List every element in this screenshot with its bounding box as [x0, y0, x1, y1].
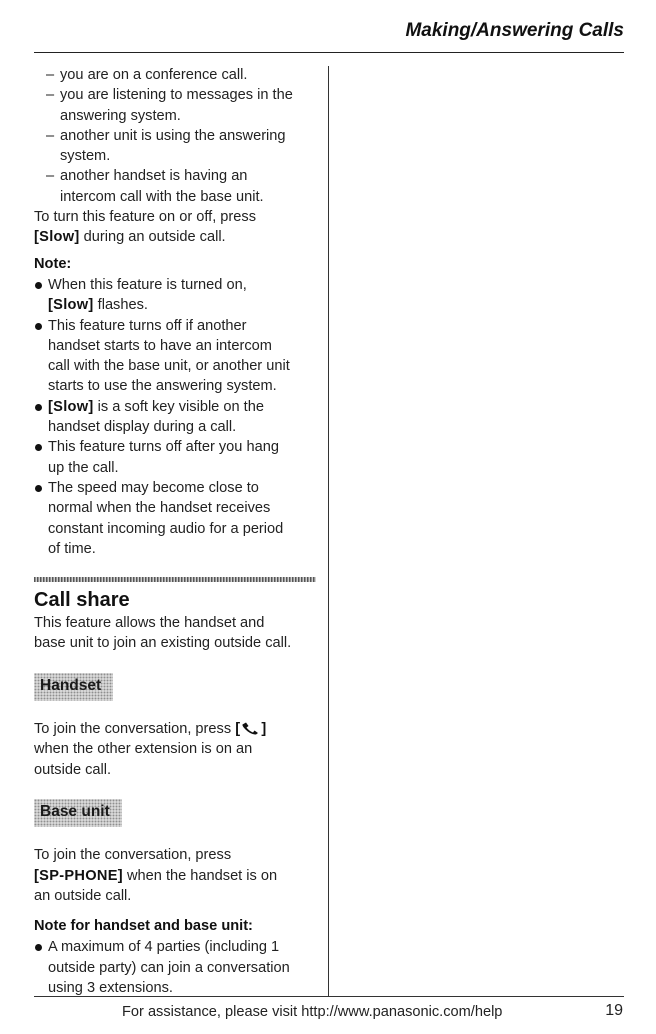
- section-description: [34, 613, 316, 654]
- slow-key-label: [Slow]: [34, 229, 80, 246]
- note-line: call with the base unit, or another unit: [48, 358, 290, 375]
- note-line: This feature turns off after you hang: [48, 439, 279, 456]
- note-line: of time.: [48, 540, 96, 557]
- talk-icon: [241, 721, 260, 735]
- dash-marker: –: [46, 67, 55, 83]
- description-line: base unit to join an existing outside call.: [34, 635, 292, 652]
- toggle-line: To turn this feature on or off, press: [34, 209, 256, 226]
- key-bracket-open: [: [235, 721, 241, 738]
- note-line: handset display during a call.: [48, 419, 237, 436]
- instruction-line: [34, 719, 316, 739]
- base-unit-instruction: [34, 845, 316, 906]
- condition-line: you are listening to messages in the: [60, 87, 293, 104]
- section-separator: [34, 577, 316, 582]
- note-text: flashes.: [97, 297, 148, 314]
- bullet-dot-icon: [35, 404, 42, 411]
- dash-marker: –: [46, 168, 55, 185]
- bullet-dot-icon: [35, 323, 42, 330]
- condition-line: intercom call with the base unit.: [60, 188, 264, 205]
- toggle-rest: during an outside call.: [83, 229, 226, 246]
- instruction-line: outside call.: [34, 761, 112, 778]
- note-line: This feature turns off if another: [48, 317, 247, 334]
- note-bullet: [34, 397, 316, 438]
- talk-key-label: [235, 721, 266, 737]
- note-line: outside party) can join a conversation: [48, 959, 290, 976]
- page-header-title: Making/Answering Calls: [405, 20, 624, 41]
- instruction-line: when the other extension is on an: [34, 741, 253, 758]
- handset-instruction: [34, 719, 316, 780]
- note-line: handset starts to have an intercom: [48, 337, 272, 354]
- slow-key-label: [Slow]: [48, 297, 94, 314]
- bullet-dot-icon: [35, 485, 42, 492]
- description-line: This feature allows the handset and: [34, 615, 265, 632]
- base-unit-tag: Base unit: [34, 799, 122, 827]
- note-bullet: [34, 937, 316, 998]
- slow-key-label: [Slow]: [48, 398, 94, 415]
- note-bullet: [34, 275, 316, 316]
- note-list: [34, 275, 316, 559]
- note-bullet: [34, 437, 316, 478]
- toggle-line: [34, 227, 316, 247]
- footer-rule: [34, 996, 624, 997]
- instruction-text: To join the conversation, press: [34, 721, 232, 738]
- bullet-dot-icon: [35, 444, 42, 451]
- note-line: normal when the handset receives: [48, 500, 271, 517]
- footer-help-text: For assistance, please visit http://www.panasonic.com/help: [122, 1004, 503, 1020]
- condition-line: another unit is using the answering: [60, 127, 286, 144]
- bullet-dot-icon: [35, 282, 42, 289]
- dash-marker: –: [46, 87, 55, 104]
- note-bullet: [34, 478, 316, 559]
- instruction-line: an outside call.: [34, 887, 132, 904]
- condition-list: [34, 65, 316, 207]
- key-bracket-close: ]: [261, 721, 267, 738]
- instruction-text: when the handset is on: [127, 867, 278, 884]
- note-line: [48, 295, 316, 315]
- condition-line: answering system.: [60, 107, 181, 124]
- note-line: up the call.: [48, 459, 119, 476]
- header-rule: [34, 52, 624, 53]
- bullet-dot-icon: [35, 944, 42, 951]
- dash-marker: –: [46, 127, 55, 144]
- condition-item: [34, 85, 316, 126]
- note-line: The speed may become close to: [48, 479, 259, 496]
- handset-tag: Handset: [34, 673, 113, 701]
- note-heading: Note for handset and base unit:: [34, 918, 253, 935]
- condition-item: [34, 65, 316, 85]
- column-divider: [328, 66, 329, 996]
- note-text: is a soft key visible on the: [97, 398, 264, 415]
- condition-item: [34, 166, 316, 207]
- condition-line: system.: [60, 148, 111, 165]
- note-heading: Note:: [34, 255, 72, 272]
- note-line: [48, 397, 316, 417]
- note-line: A maximum of 4 parties (including 1: [48, 939, 280, 956]
- section-title: Call share: [34, 589, 130, 612]
- note-bullet: [34, 316, 316, 397]
- note-line: constant incoming audio for a period: [48, 520, 284, 537]
- instruction-line: To join the conversation, press: [34, 847, 232, 864]
- note-line: using 3 extensions.: [48, 979, 173, 996]
- condition-item: [34, 126, 316, 167]
- instruction-line: [34, 866, 316, 886]
- note-line: starts to use the answering system.: [48, 378, 277, 395]
- toggle-instruction: [34, 207, 316, 248]
- page-number: 19: [605, 1002, 623, 1019]
- condition-line: you are on a conference call.: [60, 67, 248, 83]
- left-column: [34, 65, 316, 998]
- note-line: When this feature is turned on,: [48, 276, 247, 293]
- sp-phone-key-label: [SP-PHONE]: [34, 867, 123, 884]
- condition-line: another handset is having an: [60, 168, 248, 185]
